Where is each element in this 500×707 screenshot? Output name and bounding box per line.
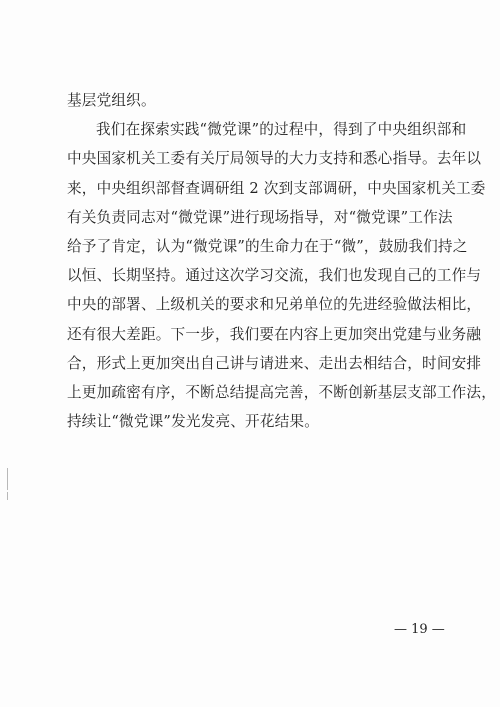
body-text [67,86,497,436]
text-line: 有关负责同志对“微党课”进行现场指导，对“微党课”工作法 [67,208,453,226]
page-number: — 19 — [394,622,445,637]
text-line: 给予了肯定，认为“微党课”的生命力在于“微”，鼓励我们持之 [67,237,468,255]
text-line: 来，中央组织部督查调研组 2 次到支部调研，中央国家机关工委 [67,179,486,197]
text-line: 基层党组织。 [67,92,156,109]
text-line: 还有很大差距。下一步，我们要在内容上更加突出党建与业务融 [67,325,482,343]
text-line: 持续让“微党课”发光发亮、开花结果。 [67,413,320,431]
binding-mark [7,492,8,500]
paragraph-first-line: 我们在探索实践“微党课”的过程中，得到了中央组织部和 [96,121,467,139]
text-line: 合，形式上更加突出自己讲与请进来、走出去相结合，时间安排 [67,354,482,372]
text-line: 以恒、长期坚持。通过这次学习交流，我们也发现自己的工作与 [67,267,482,285]
text-line: 上更加疏密有序，不断总结提高完善，不断创新基层支部工作法， [67,383,497,401]
text-line: 中央的部署、上级机关的要求和兄弟单位的先进经验做法相比， [67,296,482,314]
text-line: 中央国家机关工委有关厅局领导的大力支持和悉心指导。去年以 [67,150,482,168]
binding-mark [7,468,8,490]
